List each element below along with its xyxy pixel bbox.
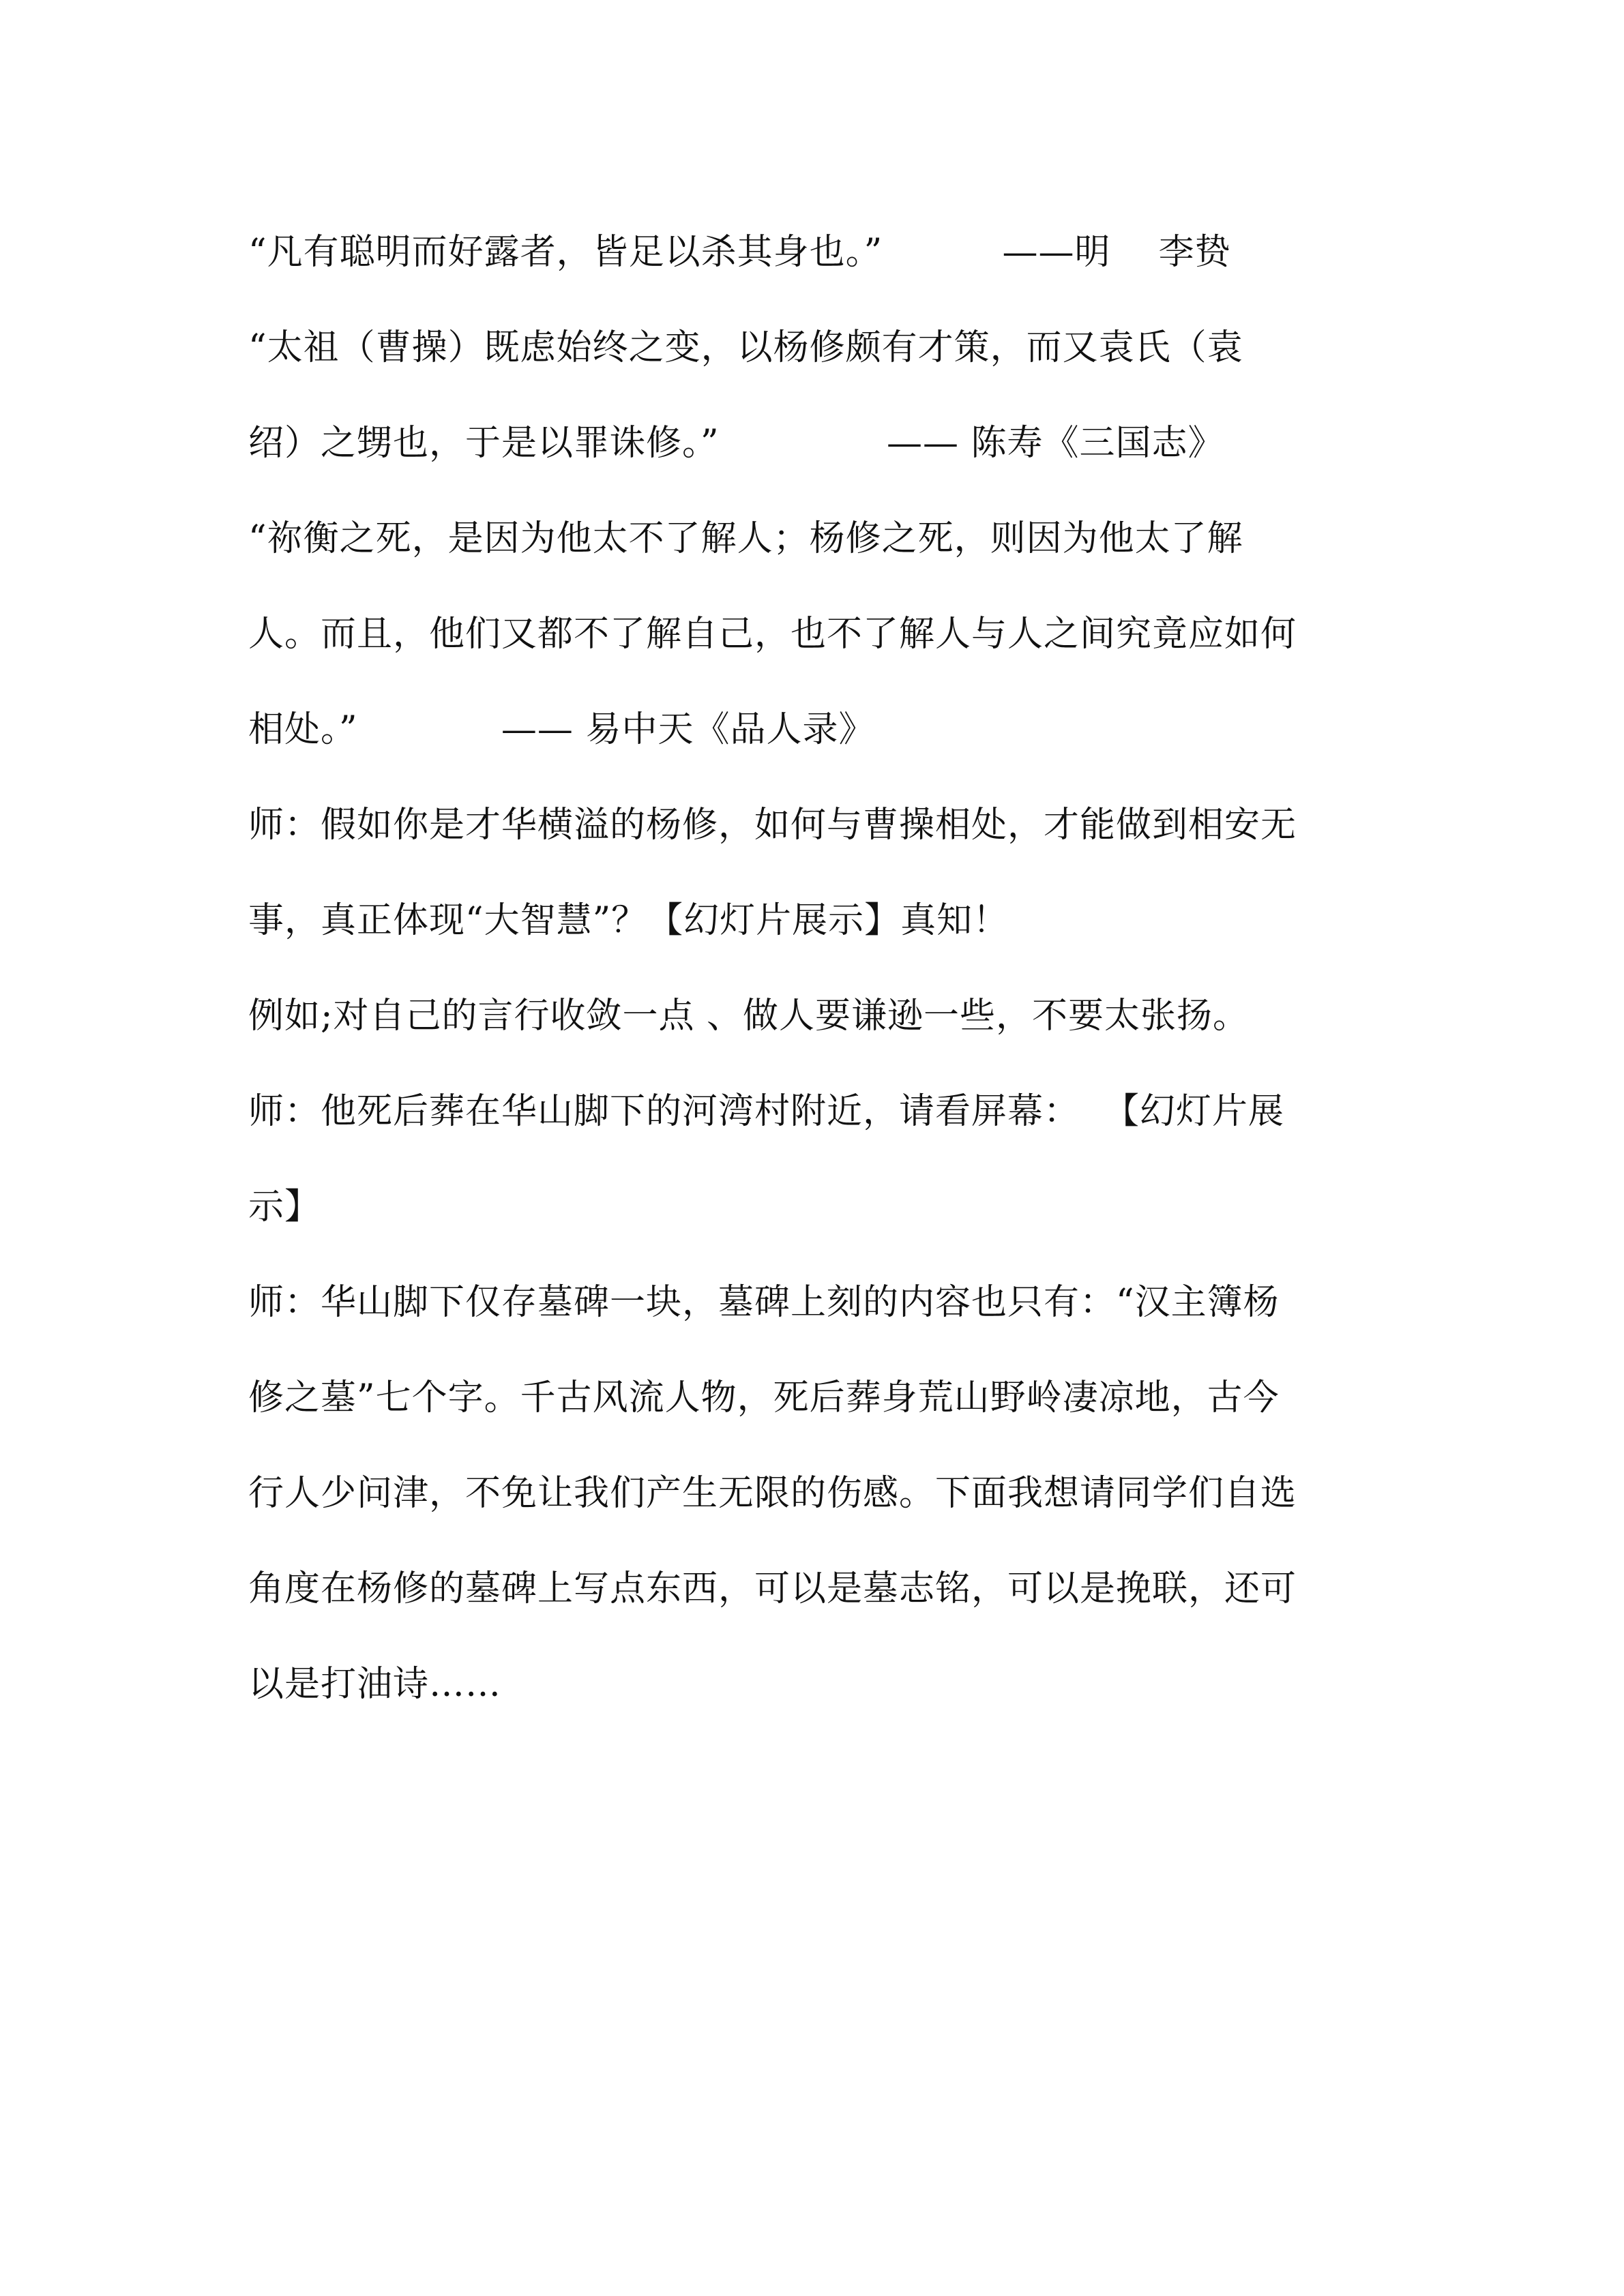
quote-yi-zhongtian-line-2: 人。而且，他们又都不了解自己，也不了解人与人之间究竟应如何 xyxy=(248,614,1297,655)
quote-yi-zhongtian-line-1: “祢衡之死，是因为他太不了解人；杨修之死，则因为他太了解 xyxy=(248,518,1243,559)
quote-li-zhi: “凡有聪明而好露者，皆足以杀其身也。” ——明 李贽 xyxy=(248,232,1231,273)
teacher-burial-line-2: 示】 xyxy=(248,1187,321,1227)
quote-chen-shou-line-1: “太祖（曹操）既虑始终之变，以杨修颇有才策，而又袁氏（袁 xyxy=(248,327,1243,368)
document-body xyxy=(248,205,1381,1732)
teacher-question-line-1: 师：假如你是才华横溢的杨修，如何与曹操相处，才能做到相安无 xyxy=(248,805,1297,846)
quote-chen-shou-line-2: 绍）之甥也，于是以罪诛修。” —— 陈寿《三国志》 xyxy=(248,423,1224,464)
teacher-question-line-2: 事，真正体现“大智慧”？【幻灯片展示】真知！ xyxy=(248,900,1009,941)
teacher-burial-line-1: 师：他死后葬在华山脚下的河湾村附近，请看屏幕： 【幻灯片展 xyxy=(248,1091,1285,1132)
teacher-tombstone-line-1: 师：华山脚下仅存墓碑一块，墓碑上刻的内容也只有：“汉主簿杨 xyxy=(248,1282,1280,1323)
teacher-tombstone-line-3: 行人少问津，不免让我们产生无限的伤感。下面我想请同学们自选 xyxy=(248,1473,1297,1514)
teacher-tombstone-line-5: 以是打油诗…… xyxy=(248,1664,502,1705)
example-answer: 例如;对自己的言行收敛一点 、做人要谦逊一些，不要太张扬。 xyxy=(248,996,1250,1037)
teacher-tombstone-line-2: 修之墓”七个字。千古风流人物，死后葬身荒山野岭凄凉地，古今 xyxy=(248,1377,1280,1418)
teacher-tombstone-line-4: 角度在杨修的墓碑上写点东西，可以是墓志铭，可以是挽联，还可 xyxy=(248,1568,1297,1609)
quote-yi-zhongtian-line-3: 相处。” —— 易中天《品人录》 xyxy=(248,709,875,750)
